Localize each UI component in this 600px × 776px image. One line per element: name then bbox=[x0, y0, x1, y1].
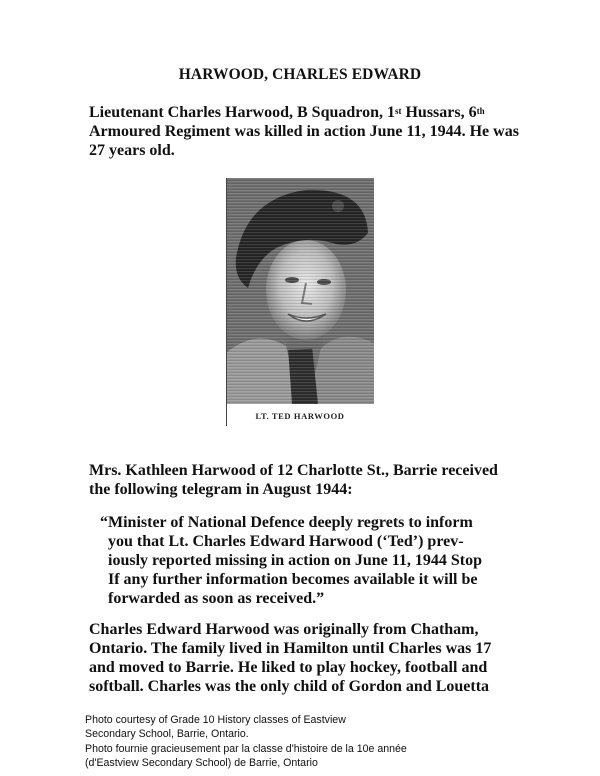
telegram-line: you that Lt. Charles Edward Harwood (‘Ted’) prev- bbox=[108, 533, 464, 550]
bio-line: Charles Edward Harwood was originally from Chatham, bbox=[89, 621, 479, 638]
bio-line: and moved to Barrie. He liked to play hockey, football and bbox=[89, 659, 488, 676]
intro-text: Hussars, 6 bbox=[401, 104, 477, 121]
photo-credits bbox=[85, 713, 407, 770]
credit-line-fr: (d'Eastview Secondary School) de Barrie, Ontario bbox=[85, 757, 318, 769]
telegram-intro-line-1: Mrs. Kathleen Harwood of 12 Charlotte St., Barrie received bbox=[89, 462, 498, 479]
telegram-quote bbox=[100, 513, 482, 608]
intro-line-2: Armoured Regiment was killed in action June 11, 1944. He was bbox=[89, 123, 519, 140]
telegram-line: iously reported missing in action on June 11, 1944 Stop bbox=[108, 552, 482, 569]
intro-line-3: 27 years old. bbox=[89, 142, 175, 159]
photo-caption: LT. TED HARWOOD bbox=[255, 411, 345, 421]
telegram-line: forwarded as soon as received.” bbox=[108, 590, 325, 607]
ordinal-superscript: st bbox=[394, 106, 402, 116]
photo-border-line bbox=[226, 178, 227, 426]
ordinal-superscript: th bbox=[476, 106, 485, 116]
biography-paragraph bbox=[89, 620, 491, 696]
credit-line-en: Photo courtesy of Grade 10 History classes of Eastview bbox=[85, 714, 346, 726]
bio-line: Ontario. The family lived in Hamilton until Charles was 17 bbox=[89, 640, 492, 657]
credit-line-en: Secondary School, Barrie, Ontario. bbox=[85, 728, 249, 740]
portrait-figure bbox=[225, 178, 375, 428]
telegram-line: If any further information becomes available it will be bbox=[108, 571, 478, 588]
telegram-line: “Minister of National Defence deeply regrets to inform bbox=[100, 514, 473, 531]
portrait-illustration bbox=[226, 178, 374, 404]
intro-text: Lieutenant Charles Harwood, B Squadron, 1 bbox=[89, 104, 395, 121]
intro-line-1 bbox=[89, 103, 519, 122]
intro-paragraph bbox=[89, 103, 519, 160]
portrait-photo bbox=[226, 178, 374, 404]
credit-line-fr: Photo fournie gracieusement par la classe d'histoire de la 10e année bbox=[85, 743, 407, 755]
bio-line: softball. Charles was the only child of Gordon and Louetta bbox=[89, 678, 490, 695]
telegram-intro-line-2: the following telegram in August 1944: bbox=[89, 481, 353, 498]
page-title: HARWOOD, CHARLES EDWARD bbox=[178, 66, 422, 83]
telegram-intro-paragraph bbox=[89, 461, 498, 499]
